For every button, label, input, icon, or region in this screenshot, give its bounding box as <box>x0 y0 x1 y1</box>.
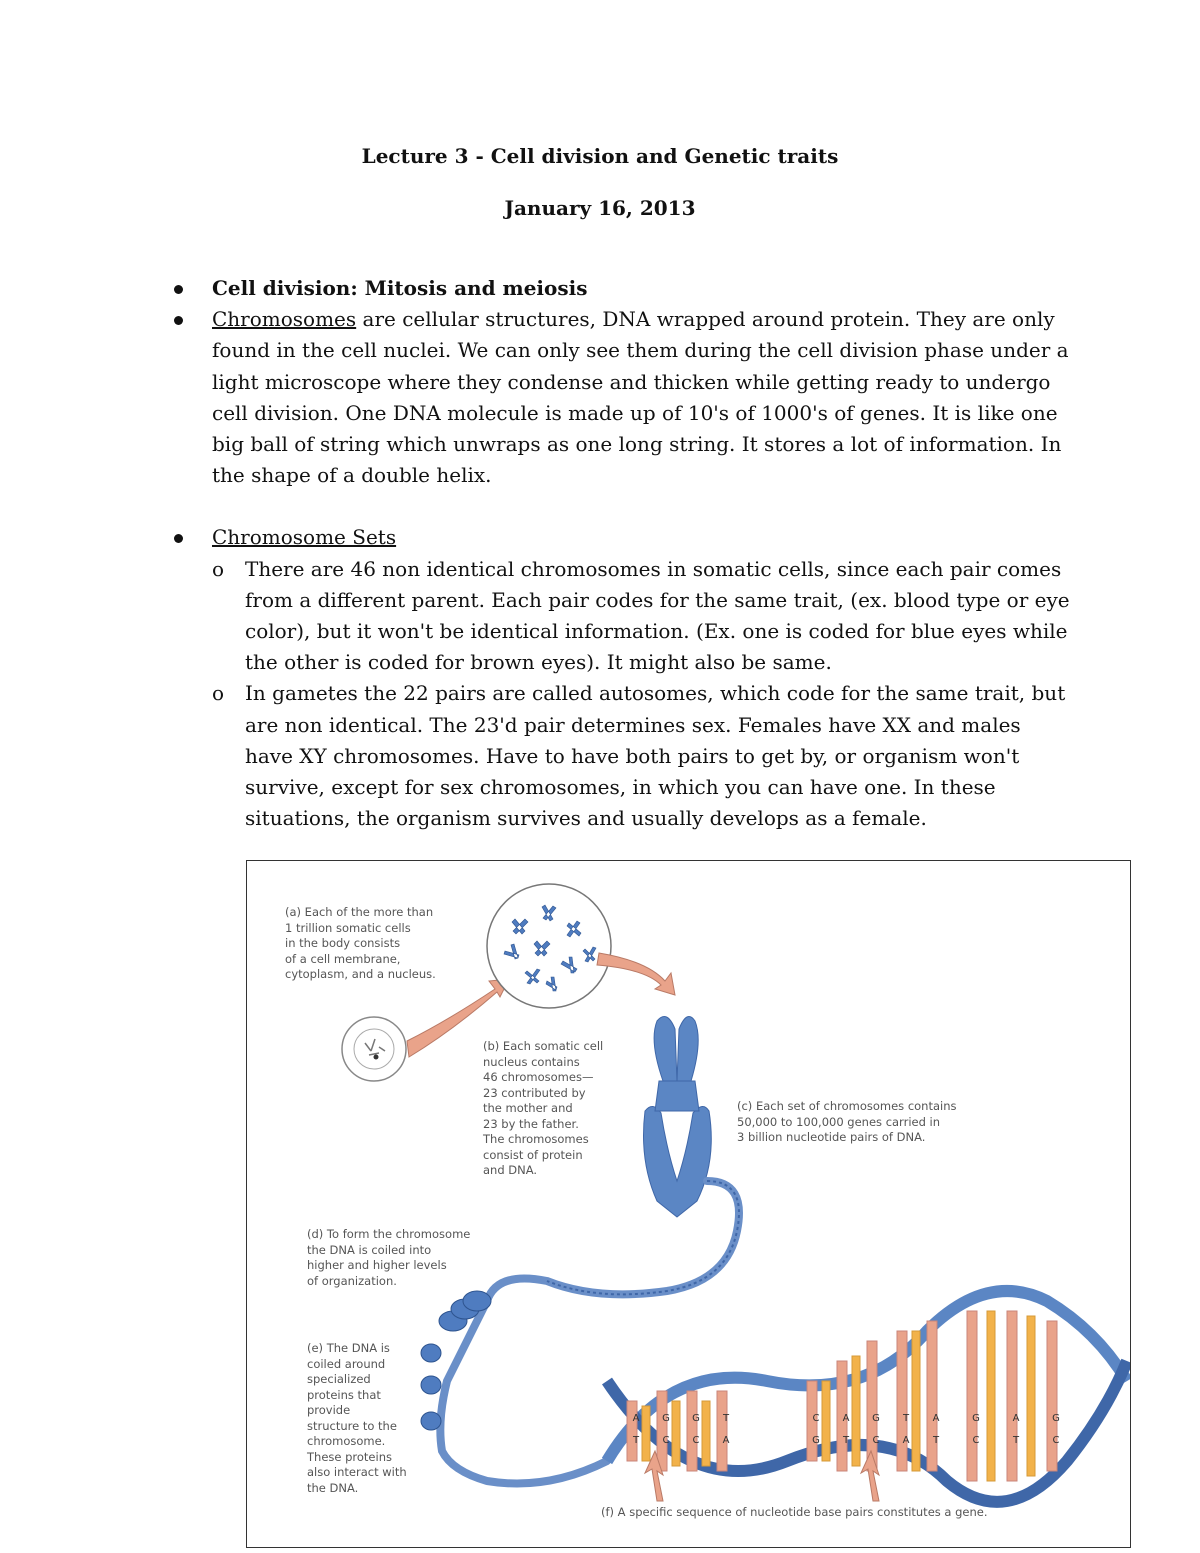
caption-e: (e) The DNA is coiled around specialized proteins that provide structure to the chromosome. These proteins also interact with the DNA. <box>307 1341 407 1495</box>
term-chromosome-sets: Chromosome Sets <box>212 525 397 550</box>
bullet-chromosomes <box>172 304 1072 491</box>
caption-a: (a) Each of the more than 1 trillion somatic cells in the body consists of a cell membrane, cytoplasm, and a nucleus. <box>285 905 436 981</box>
arrow-nucleus-to-chromosome <box>597 953 675 995</box>
bullet-dot-icon <box>174 316 183 325</box>
base-letter: A <box>1012 1413 1020 1424</box>
base-letter: C <box>692 1435 700 1446</box>
sub-bullet-marker: o <box>212 556 225 581</box>
base-letter: G <box>812 1435 820 1446</box>
base-letter: A <box>842 1413 850 1424</box>
cell-icon <box>342 1017 406 1081</box>
base-letter: T <box>842 1435 850 1446</box>
base-letter: G <box>662 1413 670 1424</box>
bullet-dot-icon <box>174 285 183 294</box>
base-letter: G <box>1052 1413 1060 1424</box>
base-letter: T <box>902 1413 910 1424</box>
caption-b: (b) Each somatic cell nucleus contains 46 chromosomes— 23 contributed by the mother and 23 by the father. The chromosomes consist of protein and DNA. <box>483 1039 604 1177</box>
page-date: January 16, 2013 <box>504 196 696 220</box>
nucleus-icon <box>487 884 611 1008</box>
base-letter: C <box>1052 1435 1060 1446</box>
sub-item-gametes <box>172 678 1072 834</box>
sub-item-somatic <box>172 554 1072 679</box>
base-letter: G <box>872 1413 880 1424</box>
base-letter: C <box>662 1435 670 1446</box>
base-letter: C <box>872 1435 880 1446</box>
dna-double-helix <box>607 1291 1127 1502</box>
base-letter: T <box>632 1435 640 1446</box>
bullet-chromosome-sets <box>172 522 1072 553</box>
bullet-cell-division <box>172 273 1072 304</box>
sub-bullet-marker: o <box>212 681 225 706</box>
chromosome-icon <box>644 1017 712 1218</box>
caption-d: (d) To form the chromosome the DNA is coiled into higher and higher levels of organization. <box>307 1227 471 1288</box>
chromosome-figure <box>246 860 1131 1548</box>
base-letter: G <box>692 1413 700 1424</box>
term-chromosomes: Chromosomes <box>212 307 357 332</box>
base-letter: T <box>722 1413 730 1424</box>
page-title: Lecture 3 - Cell division and Genetic traits <box>361 144 839 168</box>
caption-f: (f) A specific sequence of nucleotide base pairs constitutes a gene. <box>601 1505 988 1519</box>
base-letter: G <box>972 1413 980 1424</box>
bullet-list <box>172 273 1072 834</box>
base-letter: A <box>632 1413 640 1424</box>
base-letter: C <box>972 1435 980 1446</box>
sub-item-text: There are 46 non identical chromosomes in somatic cells, since each pair comes from a different parent. Each pair codes for the same trait, (ex. blood type or eye color), but it won't be identical information. (Ex. one is coded for blue eyes while the other is coded for brown eyes). It might also be same. <box>245 556 1070 675</box>
chromosomes-description: are cellular structures, DNA wrapped around protein. They are only found in the cell nuclei. We can only see them during the cell division phase under a light microscope where they condense and thicken while getting ready to undergo cell division. One DNA molecule is made up of 10's of 1000's of genes. It is like one big ball of string which unwraps as one long string. It stores a lot of information. In the shape of a double helix. <box>212 307 1069 488</box>
base-letter: A <box>722 1435 730 1446</box>
bullet-heading: Cell division: Mitosis and meiosis <box>212 276 588 300</box>
base-letter: T <box>932 1435 940 1446</box>
base-letter: A <box>932 1413 940 1424</box>
base-letter: T <box>1012 1435 1020 1446</box>
base-letter: C <box>812 1413 820 1424</box>
bullet-dot-icon <box>174 534 183 543</box>
sub-item-text: In gametes the 22 pairs are called autosomes, which code for the same trait, but are non identical. The 23'd pair determines sex. Females have XX and males have XY chromosomes. Have to have both pairs to get by, or organism won't survive, except for sex chromosomes, in which you can have one. In these situations, the organism survives and usually develops as a female. <box>245 681 1066 831</box>
caption-c: (c) Each set of chromosomes contains 50,000 to 100,000 genes carried in 3 billion nucleotide pairs of DNA. <box>737 1099 957 1144</box>
base-letter: A <box>902 1435 910 1446</box>
